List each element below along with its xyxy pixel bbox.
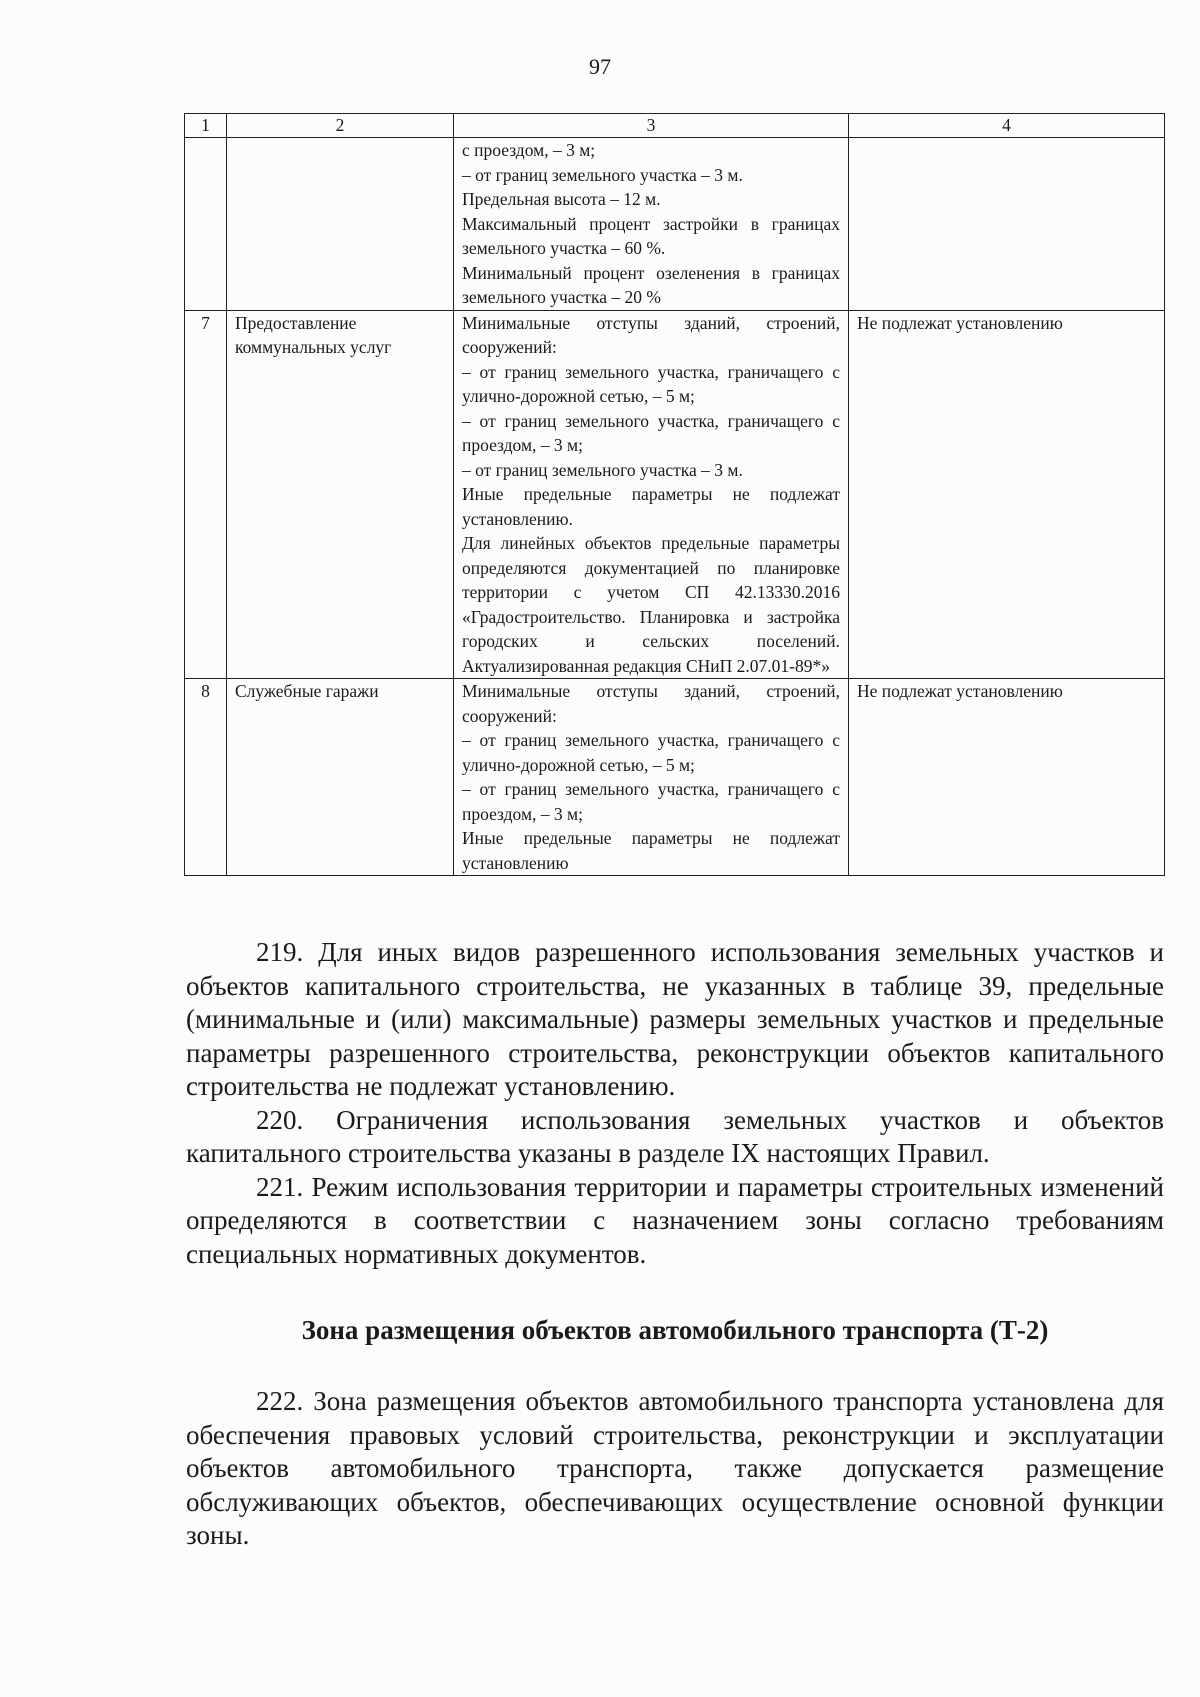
- page-number: 97: [589, 54, 611, 79]
- parameter-line: с проездом, – 3 м;: [462, 140, 596, 160]
- limits-cell: Не подлежат установлению: [849, 310, 1165, 679]
- parameter-line: Минимальный процент озеленения в границах земельного участка – 20 %: [462, 262, 840, 307]
- section-heading: Зона размещения объектов автомобильного транспорта (Т-2): [301, 1315, 1049, 1345]
- parameter-line: Для линейных объектов предельные параметры определяются документацией по планировке территории с учетом СП 42.13330.2016 «Градостроительство. Планировка и застройка городских и сельских поселений. Актуализированная редакция СНиП 2.07.01-89*»: [462, 533, 840, 676]
- parameter-line: Максимальный процент застройки в границах земельного участка – 60 %.: [462, 213, 840, 258]
- parameters-cell: [454, 310, 849, 679]
- paragraph-221: 221. Режим использования территории и параметры строительных изменений определяются в соответствии с назначением зоны согласно требованиям специальных нормативных документов.: [186, 1171, 1164, 1269]
- table-header-row: [185, 114, 1165, 138]
- parameter-line: Иные предельные параметры не подлежат установлению.: [462, 484, 840, 529]
- column-header: 1: [185, 114, 227, 138]
- row-number: 7: [185, 310, 227, 679]
- parameter-line: Иные предельные параметры не подлежат установлению: [462, 828, 840, 873]
- zone-description: [186, 1385, 1164, 1553]
- column-header: 2: [227, 114, 454, 138]
- parameters-cell: [454, 679, 849, 876]
- parameters-cell: [454, 138, 849, 311]
- parameter-line: Предельная высота – 12 м.: [462, 189, 661, 209]
- parameter-line: Минимальные отступы зданий, строений, сооружений:: [462, 312, 840, 357]
- limits-cell: [849, 138, 1165, 311]
- body-paragraphs: [186, 936, 1164, 1271]
- parameter-line: – от границ земельного участка – 3 м.: [462, 459, 743, 480]
- row-number: 8: [185, 679, 227, 876]
- column-header: 4: [849, 114, 1165, 138]
- parameter-line: – от границ земельного участка – 3 м.: [462, 164, 743, 185]
- parameters-table: [184, 113, 1165, 876]
- use-type-name: [227, 138, 454, 311]
- parameter-line: – от границ земельного участка, граничащего с проездом, – 3 м;: [462, 779, 840, 824]
- paragraph-219: 219. Для иных видов разрешенного использования земельных участков и объектов капитального строительства, не указанных в таблице 39, предельные (минимальные и (или) максимальные) размеры земельных участков и предельные параметры разрешенного строительства, реконструкции объектов капитального строительства не подлежат установлению.: [186, 937, 1164, 1101]
- table-row: [185, 679, 1165, 876]
- parameter-line: – от границ земельного участка, граничащего с проездом, – 3 м;: [462, 410, 840, 455]
- use-type-name: Предоставление коммунальных услуг: [227, 310, 454, 679]
- parameter-line: Минимальные отступы зданий, строений, сооружений:: [462, 681, 840, 726]
- limits-cell: Не подлежат установлению: [849, 679, 1165, 876]
- paragraph-220: 220. Ограничения использования земельных участков и объектов капитального строительства указаны в разделе IX настоящих Правил.: [186, 1104, 1164, 1168]
- table-row: [185, 310, 1165, 679]
- row-number: [185, 138, 227, 311]
- parameter-line: – от границ земельного участка, граничащего с улично-дорожной сетью, – 5 м;: [462, 730, 840, 775]
- use-type-name: Служебные гаражи: [227, 679, 454, 876]
- paragraph-222: 222. Зона размещения объектов автомобильного транспорта установлена для обеспечения правовых условий строительства, реконструкции и эксплуатации объектов автомобильного транспорта, также допускается размещение обслуживающих объектов, обеспечивающих осуществление основной функции зоны.: [186, 1386, 1164, 1550]
- column-header: 3: [454, 114, 849, 138]
- parameter-line: – от границ земельного участка, граничащего с улично-дорожной сетью, – 5 м;: [462, 361, 840, 406]
- table-row: [185, 138, 1165, 311]
